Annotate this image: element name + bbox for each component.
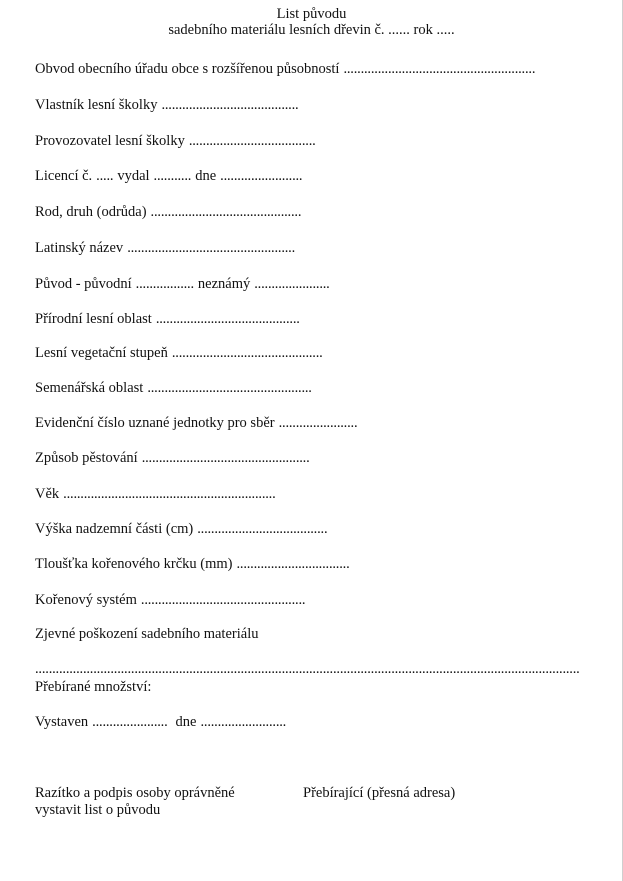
field-rod-dots: ............................................ bbox=[150, 204, 302, 220]
field-semenarska-label: Semenářská oblast bbox=[35, 380, 144, 396]
field-licence-date-dots: ........................ bbox=[220, 168, 303, 184]
field-licence-issuer-dots: ........... bbox=[153, 168, 192, 184]
field-zpusob bbox=[35, 449, 310, 467]
receiver-signature-label: Přebírající (přesná adresa) bbox=[303, 785, 456, 801]
field-prirodni bbox=[35, 310, 300, 328]
field-vek-dots: .............................................................. bbox=[63, 486, 276, 502]
field-poskozeni-label: Zjevné poškození sadebního materiálu bbox=[35, 626, 259, 642]
field-poskozeni-dots: ............................................................................................................................................................... bbox=[35, 661, 580, 677]
field-licence-label: Licencí č. bbox=[35, 168, 93, 184]
field-obvod bbox=[35, 60, 535, 78]
field-vystaven-date-dots: ......................... bbox=[200, 714, 287, 730]
field-puvod-unknown-label: neznámý bbox=[197, 276, 251, 292]
field-vyska bbox=[35, 520, 327, 538]
field-vystaven-label: Vystaven bbox=[35, 714, 89, 730]
field-puvod bbox=[35, 275, 330, 293]
issuer-signature-line1: Razítko a podpis osoby oprávněné bbox=[35, 785, 235, 801]
field-licence-number-dots: ..... bbox=[96, 168, 114, 184]
field-vek-label: Věk bbox=[35, 486, 60, 502]
receiver-signature-block bbox=[303, 785, 455, 802]
field-tloustka-dots: ................................. bbox=[236, 556, 350, 572]
field-prirodni-label: Přírodní lesní oblast bbox=[35, 311, 152, 327]
field-vlastnik-label: Vlastník lesní školky bbox=[35, 97, 158, 113]
field-puvod-original-dots: ................. bbox=[135, 276, 194, 292]
field-korenovy-dots: ................................................ bbox=[140, 592, 306, 608]
issuer-signature-line2: vystavit list o původu bbox=[35, 802, 161, 818]
field-evidencni bbox=[35, 414, 357, 432]
field-evidencni-label: Evidenční číslo uznané jednotky pro sběr bbox=[35, 415, 275, 431]
field-vek bbox=[35, 485, 276, 503]
issuer-signature-block bbox=[35, 785, 235, 819]
field-vystaven-date-label: dne bbox=[175, 714, 197, 730]
field-latinsky-label: Latinský název bbox=[35, 240, 124, 256]
field-vlastnik bbox=[35, 96, 298, 114]
field-provozovatel-label: Provozovatel lesní školky bbox=[35, 133, 185, 149]
field-tloustka-label: Tloušťka kořenového krčku (mm) bbox=[35, 556, 233, 572]
field-vystaven-dots: ...................... bbox=[92, 714, 168, 730]
field-licence bbox=[35, 167, 302, 185]
field-vlastnik-dots: ........................................ bbox=[161, 97, 299, 113]
field-zpusob-dots: ................................................. bbox=[141, 450, 310, 466]
field-semenarska bbox=[35, 379, 312, 397]
field-korenovy bbox=[35, 591, 305, 609]
field-licence-issued-label: vydal bbox=[117, 168, 150, 184]
field-vyska-label: Výška nadzemní části (cm) bbox=[35, 521, 194, 537]
field-rod bbox=[35, 203, 301, 221]
field-puvod-label: Původ - původní bbox=[35, 276, 132, 292]
field-obvod-label: Obvod obecního úřadu obce s rozšířenou působností bbox=[35, 61, 340, 77]
field-poskozeni-line bbox=[35, 660, 610, 678]
field-latinsky-dots: ................................................. bbox=[127, 240, 296, 256]
field-puvod-unknown-dots: ...................... bbox=[254, 276, 330, 292]
field-mnozstvi bbox=[35, 678, 151, 696]
field-poskozeni bbox=[35, 625, 258, 643]
field-mnozstvi-label: Přebírané množství: bbox=[35, 679, 152, 695]
field-latinsky bbox=[35, 239, 295, 257]
field-prirodni-dots: .......................................... bbox=[155, 311, 300, 327]
document-subtitle: sadebního materiálu lesních dřevin č. ...... rok ..... bbox=[168, 22, 455, 38]
document-title: List původu bbox=[276, 6, 347, 22]
field-licence-date-label: dne bbox=[195, 168, 217, 184]
field-rod-label: Rod, druh (odrůda) bbox=[35, 204, 147, 220]
field-provozovatel bbox=[35, 132, 316, 150]
field-evidencni-dots: ....................... bbox=[278, 415, 358, 431]
field-obvod-dots: ........................................................ bbox=[343, 61, 536, 77]
field-semenarska-dots: ................................................ bbox=[147, 380, 312, 396]
field-tloustka bbox=[35, 555, 350, 573]
field-zpusob-label: Způsob pěstování bbox=[35, 450, 138, 466]
field-vegetacni-label: Lesní vegetační stupeň bbox=[35, 345, 168, 361]
field-vegetacni bbox=[35, 344, 323, 362]
field-provozovatel-dots: ..................................... bbox=[188, 133, 316, 149]
field-vystaven bbox=[35, 713, 286, 731]
field-vegetacni-dots: ............................................ bbox=[171, 345, 323, 361]
field-korenovy-label: Kořenový systém bbox=[35, 592, 137, 608]
field-vyska-dots: ...................................... bbox=[197, 521, 328, 537]
